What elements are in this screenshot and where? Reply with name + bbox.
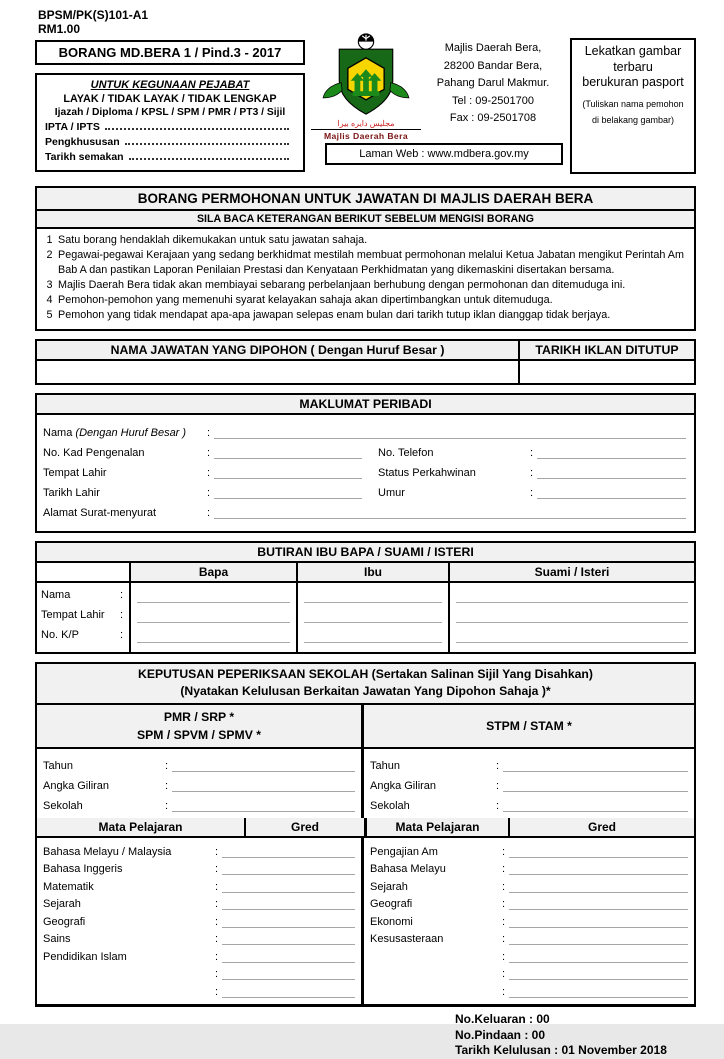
form-subtitle-bar: SILA BACA KETERANGAN BERIKUT SEBELUM MENGISI BORANG (37, 211, 694, 229)
grade-header-right: Gred (508, 818, 694, 836)
family-bottom-pad (448, 643, 694, 652)
address-line: Majlis Daerah Bera, (444, 42, 542, 54)
personal-info-title: MAKLUMAT PERIBADI (37, 395, 694, 415)
grade-input-line[interactable] (222, 949, 355, 963)
grade-input-line[interactable] (509, 931, 688, 945)
subject-row-empty: : (43, 963, 355, 981)
family-cell-ibu-tempat (296, 603, 448, 623)
closing-date-input-cell[interactable] (518, 361, 694, 383)
position-section (35, 339, 696, 385)
tempat-lahir-label: Tempat Lahir (43, 466, 107, 479)
family-cell-bapa-tempat (129, 603, 296, 623)
colon: : (206, 446, 211, 459)
subject-row-empty: : (370, 945, 688, 963)
nama-label: Nama (Dengan Huruf Besar ) (43, 426, 187, 439)
org-logo-caption: Majlis Daerah Bera (311, 129, 421, 141)
subject-row: Pengajian Am : (370, 840, 688, 858)
family-input-line[interactable] (304, 627, 442, 643)
spm-spvm-label: SPM / SPVM / SPMV * (137, 728, 261, 743)
subject-rows (37, 838, 694, 1004)
doc-code-number: BPSM/PK(S)101-A1 (38, 8, 149, 22)
subject-row: Bahasa Inggeris : (43, 858, 355, 876)
instructions-section (35, 186, 696, 331)
exam-section (35, 662, 696, 1007)
field-alamat (43, 499, 686, 519)
grade-input-line[interactable] (509, 896, 688, 910)
grade-input-line[interactable] (509, 984, 688, 998)
subject-row: Matematik : (43, 875, 355, 893)
tarikh-lahir-label: Tarikh Lahir (43, 486, 100, 499)
instructions-list (37, 229, 694, 329)
office-field-ipta-label: IPTA / IPTS (45, 121, 100, 133)
office-field-pengkhususan-label: Pengkhususan (45, 136, 120, 148)
photo-note-line: di belakang gambar) (591, 115, 675, 126)
grade-input-line[interactable] (222, 984, 355, 998)
revision-footer (455, 1012, 696, 1059)
family-row-label-tempat-lahir: Tempat Lahir : (41, 608, 124, 621)
grade-input-line[interactable] (222, 879, 355, 893)
office-eligibility-line: LAYAK / TIDAK LAYAK / TIDAK LENGKAP (63, 93, 277, 105)
family-cell-suami-kp (448, 623, 694, 643)
field-angka-giliran-right: Angka Giliran : (370, 772, 688, 792)
subject-row: Geografi : (43, 910, 355, 928)
family-header-suami-isteri: Suami / Isteri (448, 563, 694, 583)
angka-giliran-input-line[interactable] (172, 778, 355, 792)
grade-input-line[interactable] (509, 879, 688, 893)
colon: : (206, 426, 211, 439)
instruction-text: Satu borang hendaklah dikemukakan untuk satu jawatan sahaja. (58, 234, 368, 246)
tahun-input-line[interactable] (172, 758, 355, 772)
grade-input-line[interactable] (222, 966, 355, 980)
instruction-number: 1 (46, 234, 53, 246)
family-bottom-pad (129, 643, 296, 652)
instruction-text: Pemohon yang tidak mendapat apa-apa jawapan selepas enam bulan dari tarikh tutup iklan dianggap tidak berjaya. (58, 309, 611, 322)
org-jawi-text: مجليس دايره بيرا (337, 119, 395, 128)
field-sekolah-left: Sekolah : (43, 792, 355, 812)
subject-row: Sejarah : (43, 893, 355, 911)
instruction-text: Pemohon-pemohon yang memenuhi syarat kelayakan sahaja akan dipertimbangkan untuk ditemuduga. (58, 294, 553, 306)
subject-row-empty: : (370, 963, 688, 981)
nama-input-line[interactable] (214, 425, 686, 439)
family-table (37, 563, 694, 652)
subject-row: Ekonomi : (370, 910, 688, 928)
exam-title-line2: (Nyatakan Kelulusan Berkaitan Jawatan Yang Dipohon Sahaja )* (180, 684, 551, 699)
fax-line: Fax : 09-2501708 (449, 112, 537, 125)
exam-title-line1: KEPUTUSAN PEPERIKSAAN SEKOLAH (Sertakan Salinan Sijil Yang Disahkan) (138, 666, 593, 681)
grade-input-line[interactable] (222, 931, 355, 945)
field-row-tempat-status (43, 459, 686, 479)
pmr-srp-label: PMR / SRP * (163, 709, 235, 724)
field-tahun-right: Tahun : (370, 752, 688, 772)
exam-info-rows (37, 749, 694, 818)
photo-instruction-box (570, 38, 696, 174)
instruction-item (41, 278, 688, 292)
instruction-number: 4 (46, 294, 53, 306)
family-title: BUTIRAN IBU BAPA / SUAMI / ISTERI (37, 543, 694, 563)
field-row-tarikh-umur (43, 479, 686, 499)
office-qualification-line: Ijazah / Diploma / KPSL / SPM / PMR / PT3 / Sijil (54, 107, 286, 118)
field-nama (43, 419, 686, 439)
family-bottom-pad (296, 643, 448, 652)
family-input-line[interactable] (137, 607, 290, 623)
family-cell-suami-nama (448, 583, 694, 603)
org-logo (311, 33, 421, 141)
family-bottom-pad (37, 643, 129, 652)
instruction-item (41, 233, 688, 247)
instruction-item (41, 293, 688, 307)
colon: : (529, 446, 534, 459)
family-input-line[interactable] (304, 587, 442, 603)
grade-input-line[interactable] (222, 896, 355, 910)
personal-info-body (37, 415, 694, 531)
subjects-right (364, 838, 694, 1004)
tel-line: Tel : 09-2501700 (452, 94, 534, 107)
telefon-input-line[interactable] (537, 445, 686, 459)
pengkhususan-dotted-line[interactable] (125, 143, 289, 145)
subject-row: Kesusasteraan : (370, 928, 688, 946)
issue-number: No.Keluaran : 00 (455, 1011, 550, 1026)
grade-header-left: Gred (244, 818, 364, 836)
subject-row-empty: : (370, 980, 688, 998)
kad-pengenalan-label: No. Kad Pengenalan (43, 446, 145, 459)
colon: : (206, 506, 211, 519)
subject-row: Sains : (43, 928, 355, 946)
grade-input-line[interactable] (509, 914, 688, 928)
family-row-label-nama: Nama : (41, 588, 124, 601)
price-label: RM1.00 (38, 22, 81, 37)
org-address (418, 40, 568, 128)
office-field-tarikh-semakan (45, 148, 295, 163)
photo-instruction-line: berukuran pasport (582, 75, 684, 90)
subject-row: Pendidikan Islam : (43, 945, 355, 963)
family-header-empty (37, 563, 129, 583)
office-field-ipta (45, 118, 295, 133)
sekolah-input-line[interactable] (172, 798, 355, 812)
colon: : (529, 486, 534, 499)
position-input-cell[interactable] (37, 361, 518, 383)
family-input-line[interactable] (456, 607, 688, 623)
photo-instruction-line: terbaru (613, 59, 653, 74)
grade-input-line[interactable] (222, 861, 355, 875)
colon: : (206, 486, 211, 499)
website-box: Laman Web : www.mdbera.gov.my (325, 143, 563, 165)
approval-date: Tarikh Kelulusan : 01 November 2018 (455, 1043, 667, 1058)
form-code-box: BORANG MD.BERA 1 / Pind.3 - 2017 (35, 40, 305, 65)
family-section (35, 541, 696, 654)
subject-row: Bahasa Melayu / Malaysia : (43, 840, 355, 858)
grade-input-line[interactable] (509, 844, 688, 858)
family-row-label-kp: No. K/P : (41, 628, 124, 641)
tarikh-semakan-dotted-line[interactable] (129, 158, 289, 160)
instruction-text: Majlis Daerah Bera tidak akan membiayai sebarang perbelanjaan berhubung dengan permohonan dan ditemuduga ini. (58, 278, 626, 291)
colon: : (206, 466, 211, 479)
exam-level-headers (37, 705, 694, 750)
field-sekolah-right: Sekolah : (370, 792, 688, 812)
grade-input-line[interactable] (509, 949, 688, 963)
family-input-line[interactable] (137, 587, 290, 603)
doc-code (38, 8, 148, 37)
address-line: 28200 Bandar Bera, (443, 59, 543, 72)
sekolah-input-line[interactable] (503, 798, 688, 812)
family-cell-ibu-kp (296, 623, 448, 643)
grade-input-line[interactable] (222, 914, 355, 928)
status-perkahwinan-label: Status Perkahwinan (378, 466, 476, 479)
alamat-input-line[interactable] (214, 505, 686, 519)
instruction-text: Pegawai-pegawai Kerajaan yang sedang berkhidmat mestilah membuat permohonan melalui Ketua Jabatan mengikut Perintah Am Bab A dan pastikan Laporan Penilaian Prestasi dan Kenyataan Perkhidmatan yang dikemaskini disertakan bersama. (58, 249, 684, 276)
subjects-left (37, 838, 364, 1004)
subject-header-left: Mata Pelajaran (98, 820, 183, 835)
subject-header-right: Mata Pelajaran (364, 818, 508, 836)
ipta-dotted-line[interactable] (105, 128, 289, 130)
family-header-ibu: Ibu (296, 563, 448, 583)
exam-info-left (37, 749, 364, 818)
kad-pengenalan-input-line[interactable] (214, 445, 362, 459)
photo-instruction-line: Lekatkan gambar (584, 44, 682, 58)
personal-info-section (35, 393, 696, 533)
field-row-kad-telefon (43, 439, 686, 459)
office-use-box (35, 73, 305, 172)
grade-input-line[interactable] (222, 844, 355, 858)
closing-date-header-cell: TARIKH IKLAN DITUTUP (518, 341, 694, 361)
council-crest-icon (314, 33, 418, 117)
family-cell-bapa-kp (129, 623, 296, 643)
office-field-pengkhususan (45, 133, 295, 148)
colon: : (529, 466, 534, 479)
family-input-line[interactable] (304, 607, 442, 623)
instruction-item (41, 248, 688, 277)
grade-input-line[interactable] (509, 966, 688, 980)
angka-giliran-input-line[interactable] (503, 778, 688, 792)
instruction-number: 5 (46, 309, 53, 322)
subject-row-empty: : (43, 980, 355, 998)
office-field-tarikh-semakan-label: Tarikh semakan (45, 151, 124, 163)
subject-row: Sejarah : (370, 875, 688, 893)
family-header-bapa: Bapa (129, 563, 296, 583)
family-input-line[interactable] (456, 587, 688, 603)
family-cell-bapa-nama (129, 583, 296, 603)
tempat-lahir-input-line[interactable] (214, 465, 362, 479)
family-input-line[interactable] (456, 627, 688, 643)
family-input-line[interactable] (137, 627, 290, 643)
subject-row: Geografi : (370, 893, 688, 911)
office-use-title: UNTUK KEGUNAAN PEJABAT (90, 79, 250, 91)
address-line: Pahang Darul Makmur. (436, 77, 550, 90)
exam-info-right (364, 749, 694, 818)
amendment-number: No.Pindaan : 00 (455, 1027, 546, 1042)
field-angka-giliran-left: Angka Giliran : (43, 772, 355, 792)
exam-header-pmr-spm (37, 705, 364, 750)
family-cell-suami-tempat (448, 603, 694, 623)
position-header-cell: NAMA JAWATAN YANG DIPOHON ( Dengan Huruf Besar ) (37, 341, 518, 361)
form-body (35, 186, 696, 1059)
umur-label: Umur (378, 486, 405, 499)
telefon-label: No. Telefon (378, 446, 434, 459)
form-title-bar: BORANG PERMOHONAN UNTUK JAWATAN DI MAJLIS DAERAH BERA (37, 188, 694, 211)
family-cell-ibu-nama (296, 583, 448, 603)
photo-note-line: (Tuliskan nama pemohon (582, 98, 684, 109)
tarikh-lahir-input-line[interactable] (214, 485, 362, 499)
instruction-number: 3 (46, 278, 53, 291)
exam-title (37, 664, 694, 705)
subject-header-row (37, 818, 694, 838)
grade-input-line[interactable] (509, 861, 688, 875)
alamat-label: Alamat Surat-menyurat (43, 506, 157, 519)
photo-instruction-note (572, 96, 694, 128)
subject-row: Bahasa Melayu : (370, 858, 688, 876)
field-tahun-left: Tahun : (43, 752, 355, 772)
exam-header-stpm-stam: STPM / STAM * (364, 705, 694, 750)
umur-input-line[interactable] (537, 485, 686, 499)
instruction-item (41, 308, 688, 322)
instruction-number: 2 (46, 249, 53, 262)
status-perkahwinan-input-line[interactable] (537, 465, 686, 479)
tahun-input-line[interactable] (503, 758, 688, 772)
